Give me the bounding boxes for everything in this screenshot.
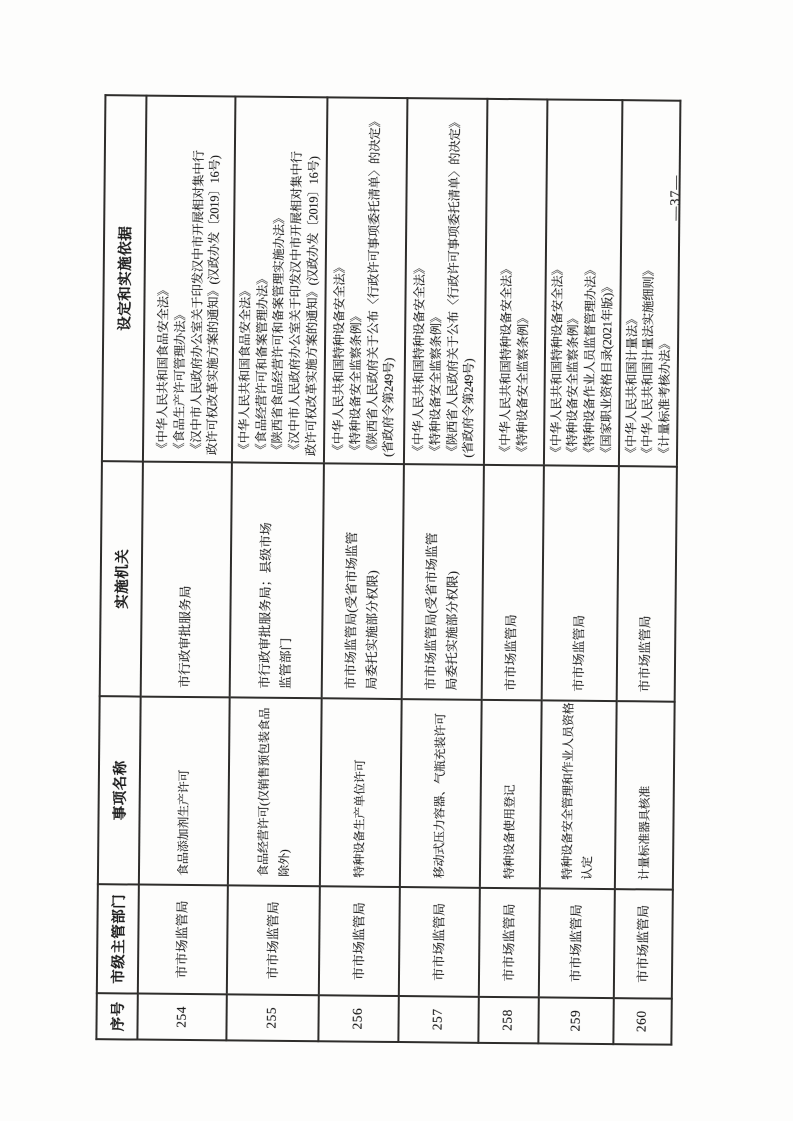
header-basis: 设定和实施依据 (102, 95, 147, 461)
cell-item: 计量标准器具核准 (614, 701, 674, 890)
cell-no: 256 (318, 995, 398, 1042)
cell-dept: 市市场监管局 (478, 888, 539, 998)
table-row (478, 99, 547, 1044)
cell-dept: 市市场监管局 (138, 885, 228, 995)
table-row (613, 100, 680, 1045)
cell-dept: 市市场监管局 (318, 886, 399, 996)
cell-basis: 《中华人民共和国计量法》 《中华人民共和国计量法实施细则》 《计量标准考核办法》 (619, 100, 681, 467)
cell-no: 255 (226, 994, 318, 1041)
cell-agency: 市行政审批服务局；县级市场 监管部门 (230, 462, 324, 698)
table-row (398, 98, 487, 1043)
cell-agency: 市市场监管局 (541, 465, 618, 701)
cell-dept: 市市场监管局 (613, 889, 672, 999)
cell-agency: 市行政审批服务局 (141, 462, 232, 698)
cell-item: 移动式压力容器、气瓶充装许可 (400, 699, 482, 888)
cell-agency: 市市场监管局(受省市场监管 局委托实施部分权限) (321, 463, 403, 699)
cell-no: 259 (538, 997, 613, 1044)
approval-items-table (95, 94, 681, 1045)
cell-dept: 市市场监管局 (398, 887, 479, 997)
cell-basis: 《中华人民共和国特种设备安全法》 《特种设备安全监察条例》 《陕西省人民政府关于公布〈行政许可事项委托清单〉的决定》 (省政府令第249号) (324, 97, 408, 464)
cell-basis: 《中华人民共和国特种设备安全法》 《特种设备安全监察条例》 《特种设备作业人员监督管理办法》 《国家职业资格目录(2021年版)》 (544, 99, 622, 466)
header-no: 序号 (96, 993, 137, 1039)
page-number: —37— (668, 174, 684, 221)
table-row (318, 97, 407, 1042)
header-agency: 实施机关 (100, 461, 143, 696)
cell-no: 257 (398, 996, 478, 1043)
cell-item: 食品经营许可(仅销售预包装食品 除外) (228, 697, 321, 886)
cell-agency: 市市场监管局(受省市场监管 局委托实施部分权限) (401, 464, 483, 700)
cell-basis: 《中华人民共和国特种设备安全法》 《特种设备安全监察条例》 《陕西省人民政府关于公布〈行政许可事项委托清单〉的决定》 (省政府令第249号) (404, 98, 488, 465)
cell-dept: 市市场监管局 (538, 888, 614, 998)
cell-basis: 《中华人民共和国食品安全法》 《食品经营许可和备案管理办法》 《陕西省食品经营许可和备案管理实施办法》 《汉中市人民政府办公室关于印发汉中市开展相对集中行 政许可权改革实施方案的通知》(汉政办发〔2019〕16号) (232, 96, 327, 463)
cell-no: 260 (613, 998, 672, 1045)
cell-basis: 《中华人民共和国食品安全法》 《食品生产许可管理办法》 《汉中市人民政府办公室关于印发汉中市开展相对集中行 政许可权改革实施方案的通知》(汉政办发〔2019〕16号) (143, 96, 236, 463)
table-row (137, 96, 235, 1041)
cell-no: 254 (137, 994, 226, 1041)
cell-item: 特种设备使用登记 (480, 700, 542, 889)
cell-item: 特种设备生产单位许可 (320, 698, 402, 887)
cell-no: 258 (478, 997, 538, 1044)
cell-dept: 市市场监管局 (227, 885, 320, 995)
header-item: 事项名称 (98, 696, 141, 884)
cell-item: 特种设备安全管理和作业人员资格 认定 (540, 700, 617, 889)
cell-basis: 《中华人民共和国特种设备安全法》 《特种设备安全监察条例》 (484, 99, 548, 466)
table-row (226, 96, 327, 1041)
header-dept: 市级主管部门 (97, 884, 139, 993)
table-row (538, 99, 622, 1044)
cell-agency: 市市场监管局 (481, 465, 543, 701)
cell-item: 食品添加剂生产许可 (139, 697, 230, 886)
cell-agency: 市市场监管局 (616, 466, 676, 702)
